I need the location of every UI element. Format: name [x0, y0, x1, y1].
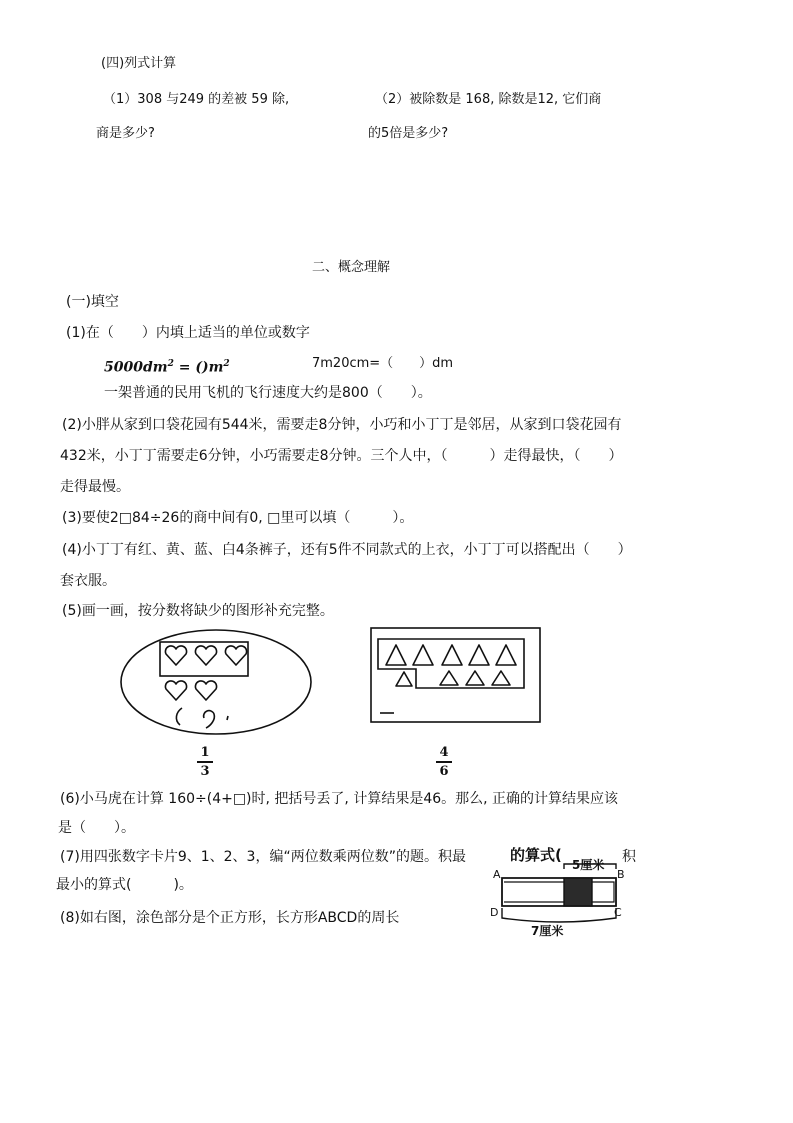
corner-label-c: C: [614, 906, 622, 919]
fill-blank-heading: (一)填空: [66, 294, 119, 310]
question-7-line2: 最小的算式( )。: [56, 877, 193, 893]
corner-label-a: A: [493, 868, 501, 881]
corner-label-b: B: [617, 868, 625, 881]
inner-line: [504, 882, 614, 902]
part-2-title: 二、概念理解: [312, 260, 391, 275]
triangle-icon: [492, 671, 510, 685]
mark: [227, 716, 228, 720]
section-4-heading: (四)列式计算: [101, 56, 177, 71]
question-2-line3: 走得最慢。: [60, 479, 130, 495]
triangle-icon: [469, 645, 489, 665]
question-5-label: (5)画一画，按分数将缺少的图形补充完整。: [62, 603, 334, 619]
heart-icon: [176, 708, 214, 728]
heart-icon: [195, 681, 216, 700]
question-7-overlap-text: 的算式(: [510, 846, 562, 864]
question-4-2-line1: （2）被除数是 168, 除数是12, 它们商: [375, 92, 602, 107]
corner-label-d: D: [490, 906, 499, 919]
question-6-line2: 是（ ）。: [58, 820, 135, 836]
triangle-icon: [396, 672, 412, 686]
outer-rectangle: [371, 628, 540, 722]
fraction-four-sixths: [436, 746, 452, 779]
question-6-line1: (6)小马虎在计算 160÷(4+□)时, 把括号丢了, 计算结果是46。那么, 正确的计算结果应该: [60, 791, 619, 807]
fraction-numerator: 1: [200, 745, 210, 760]
question-3: (3)要使2□84÷26的商中间有0, □里可以填（ ）。: [62, 510, 414, 526]
bottom-dimension-label: 7厘米: [531, 924, 564, 938]
question-1-label: (1)在（ ）内填上适当的单位或数字: [66, 325, 310, 341]
top-dimension-label: 5厘米: [572, 858, 605, 872]
question-4-line2: 套衣服。: [60, 573, 116, 589]
length-conversion: 7m20cm=（ ）dm: [312, 356, 454, 371]
question-7-line1: (7)用四张数字卡片9、1、2、3，编“两位数乘两位数”的题。积最: [60, 849, 466, 865]
triangle-icon: [386, 645, 406, 665]
triangle-icon: [466, 671, 484, 685]
question-4-1-line2: 商是多少?: [96, 126, 155, 141]
question-2-line2: 432米，小丁丁需要走6分钟，小巧需要走8分钟。三个人中，（ ）走得最快，（ ）: [60, 448, 623, 464]
question-4-2-line2: 的5倍是多少?: [368, 126, 449, 141]
bottom-dimension-line: [502, 908, 616, 922]
heart-icon: [225, 646, 246, 665]
hearts-figure: [120, 630, 320, 740]
question-4-line1: (4)小丁丁有红、黄、蓝、白4条裤子，还有5件不同款式的上衣，小丁丁可以搭配出（ ）: [62, 542, 632, 558]
heart-icon: [195, 646, 216, 665]
area-conversion: $5000dm^2 = ()m^2$: [104, 359, 230, 376]
question-2-line1: (2)小胖从家到口袋花园有544米，需要走8分钟，小巧和小丁丁是邻居，从家到口袋花园有: [62, 417, 622, 433]
fraction-denominator: 6: [439, 764, 449, 779]
question-8-label: (8)如右图，涂色部分是个正方形，长方形ABCD的周长: [60, 910, 400, 926]
triangle-icon: [496, 645, 516, 665]
fraction-denominator: 3: [200, 764, 210, 779]
fraction-one-third: [197, 746, 213, 779]
triangle-icon: [413, 645, 433, 665]
triangles-figure: [370, 627, 542, 724]
fraction-numerator: 4: [439, 745, 449, 760]
shaded-square: [564, 878, 592, 906]
oval-outline: [121, 630, 311, 734]
heart-icon: [165, 646, 186, 665]
question-4-1-line1: （1）308 与249 的差被 59 除,: [103, 92, 290, 107]
plane-speed-question: 一架普通的民用飞机的飞行速度大约是800（ ）。: [104, 385, 432, 401]
triangle-icon: [440, 671, 458, 685]
question-7-line1-end: 积: [622, 849, 636, 865]
heart-icon: [165, 681, 186, 700]
triangle-icon: [442, 645, 462, 665]
